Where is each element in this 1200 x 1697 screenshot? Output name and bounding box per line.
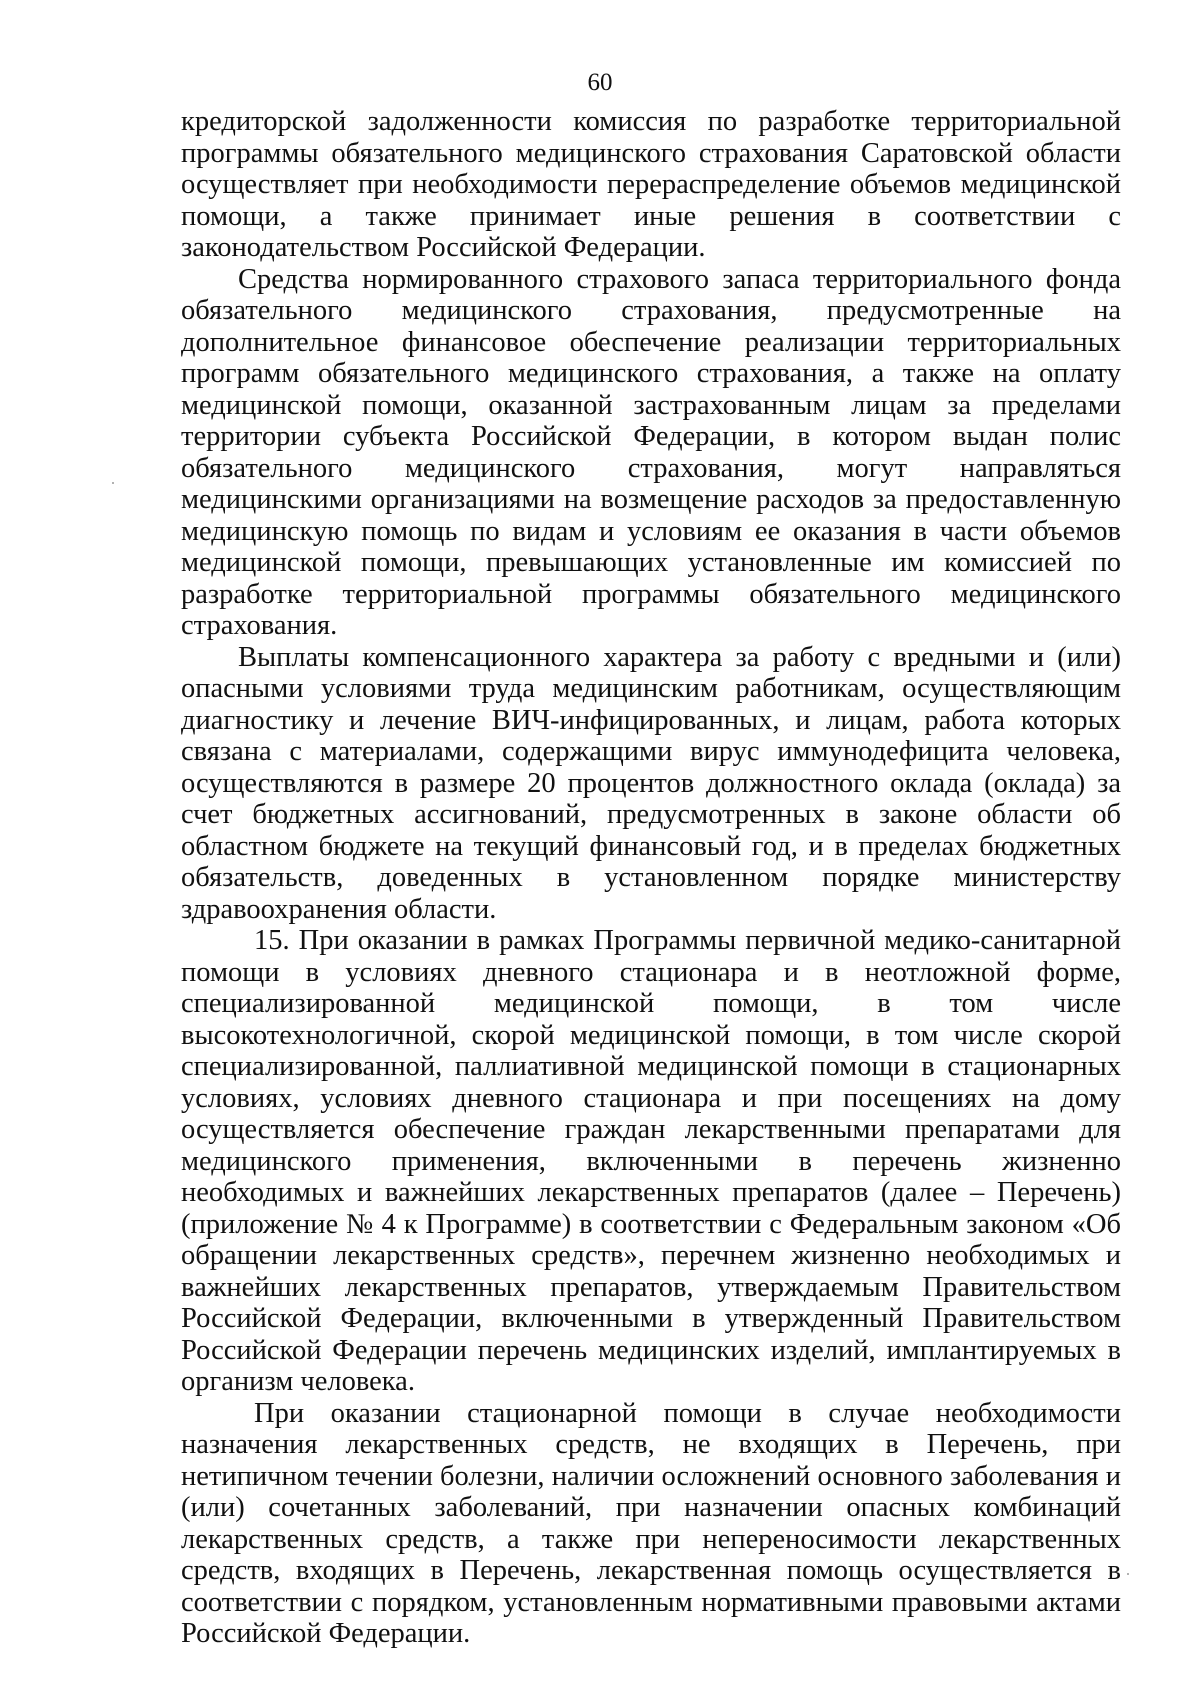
paragraph-4: 15. При оказании в рамках Программы первичной медико-санитарной помощи в условиях дневного стационара и в неотложной форме, специализированной медицинской помощи, в том числе высокотехнологичной, скорой медицинской помощи, в том числе скорой специализированной, паллиативной медицинской помощи в стационарных условиях, условиях дневного стационара и при посещениях на дому осуществляется обеспечение граждан лекарственными препаратами для медицинского применения, включенными в перечень жизненно необходимых и важнейших лекарственных препаратов (далее – Перечень) (приложение № 4 к Программе) в соответствии с Федеральным законом «Об обращении лекарственных средств», перечнем жизненно необходимых и важнейших лекарственных препаратов, утверждаемым Правительством Российской Федерации, включенными в утвержденный Правительством Российской Федерации перечень медицинских изделий, имплантируемых в организм человека. <box>181 925 1121 1397</box>
paragraph-1: кредиторской задолженности комиссия по разработке территориальной программы обязательного медицинского страхования Саратовской области осуществляет при необходимости перераспределение объемов медицинской помощи, а также принимает иные решения в соответствии с законодательством Российской Федерации. <box>181 106 1121 263</box>
scan-dust-mark <box>112 482 114 484</box>
paragraph-2: Средства нормированного страхового запаса территориального фонда обязательного медицинского страхования, предусмотренные на дополнительное финансовое обеспечение реализации территориальных программ обязательного медицинского страхования, а также на оплату медицинской помощи, оказанной застрахованным лицам за пределами территории субъекта Российской Федерации, в котором выдан полис обязательного медицинского страхования, могут направляться медицинскими организациями на возмещение расходов за предоставленную медицинскую помощь по видам и условиям ее оказания в части объемов медицинской помощи, превышающих установленные им комиссией по разработке территориальной программы обязательного медицинского страхования. <box>181 263 1121 641</box>
scan-dust-mark <box>1127 1573 1129 1575</box>
paragraph-5: При оказании стационарной помощи в случае необходимости назначения лекарственных средств, не входящих в Перечень, при нетипичном течении болезни, наличии осложнений основного заболевания и (или) сочетанных заболеваний, при назначении опасных комбинаций лекарственных средств, а также при непереносимости лекарственных средств, входящих в Перечень, лекарственная помощь осуществляется в соответствии с порядком, установленным нормативными правовыми актами Российской Федерации. <box>181 1397 1121 1649</box>
paragraph-3: Выплаты компенсационного характера за работу с вредными и (или) опасными условиями труда медицинским работникам, осуществляющим диагностику и лечение ВИЧ-инфицированных, и лицам, работа которых связана с материалами, содержащими вирус иммунодефицита человека, осуществляются в размере 20 процентов должностного оклада (оклада) за счет бюджетных ассигнований, предусмотренных в законе области об областном бюджете на текущий финансовый год, и в пределах бюджетных обязательств, доведенных в установленном порядке министерству здравоохранения области. <box>181 641 1121 925</box>
page-number: 60 <box>587 69 613 96</box>
document-body <box>181 106 1121 1650</box>
